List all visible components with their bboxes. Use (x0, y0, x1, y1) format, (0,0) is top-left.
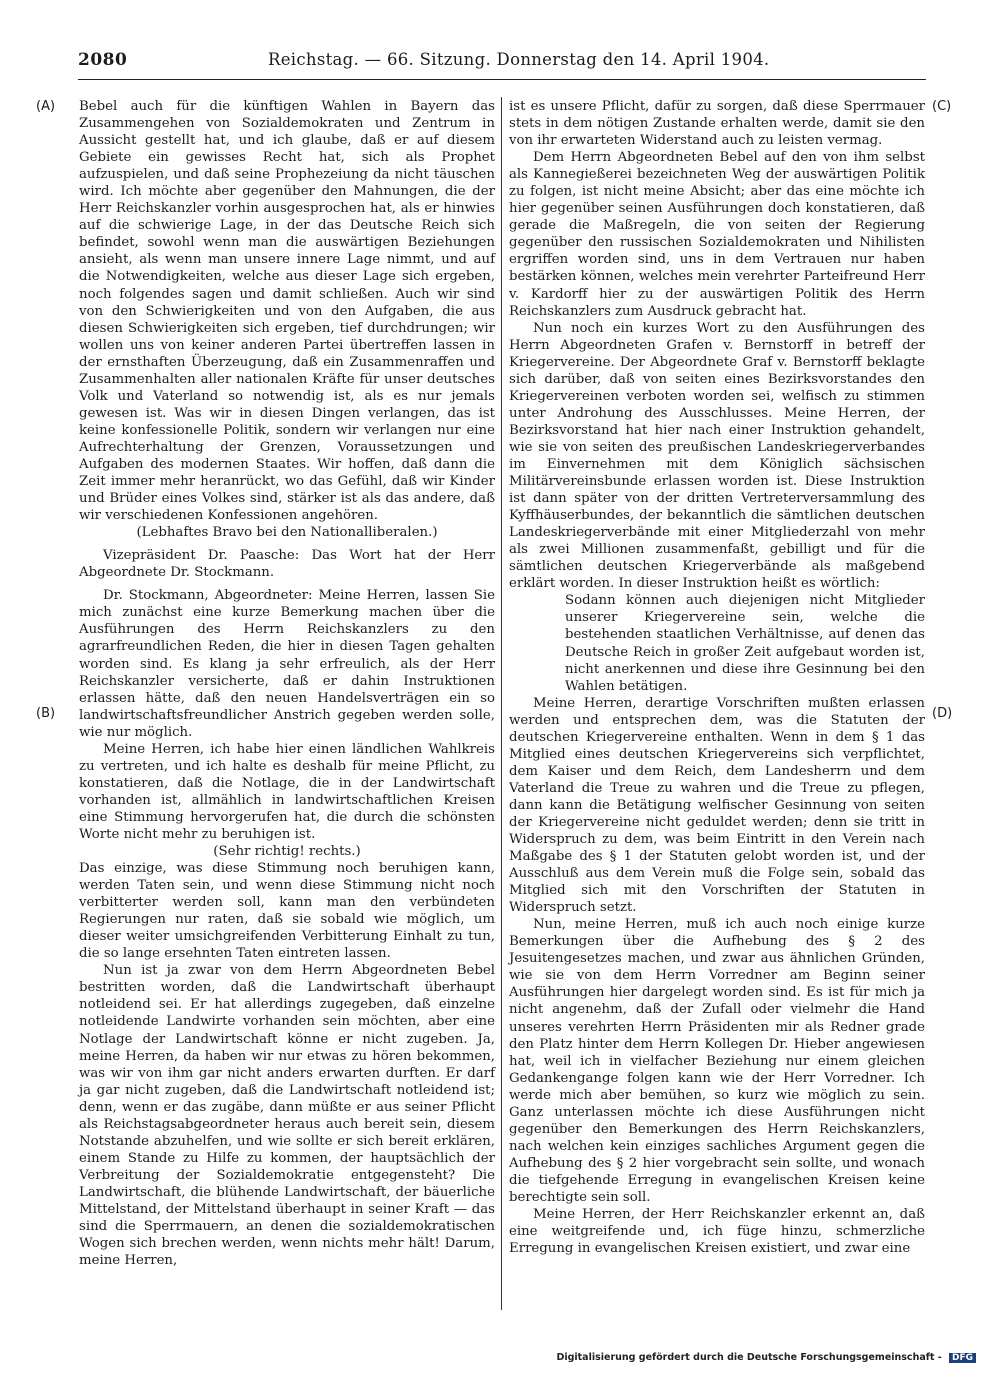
paragraph: Bebel auch für die künftigen Wahlen in Bayern das Zusammengehen von Sozialdemokraten und Zentrum in Aussicht gestellt hat, und ich glaube, daß er auf diesem Gebiete ein gewisses Recht hat, sich als Prophet aufzuspielen, und daß seine Prophezeiung da nicht täuschen wird. Ich möchte aber gegenüber den Mahnungen, die der Herr Reichskanzler vorhin ausgesprochen hat, als er hinwies auf die schwierige Lage, in der das Deutsche Reich sich befindet, sowohl wenn man die auswärtigen Beziehungen ansieht, als wenn man unsere innere Lage nimmt, und auf die Notwendigkeiten, welche aus dieser Lage sich ergeben, noch folgendes sagen und damit schließen. Auch wir sind von den Schwierigkeiten und von den Aufgaben, die aus diesen Schwierigkeiten sich ergeben, tief durchdrungen; wir wollen uns von keiner anderen Partei übertreffen lassen in der ernsthaften Überzeugung, daß ein Zusammenraffen und Zusammenhalten aller nationalen Kräfte für unser deutsches Volk und Vaterland so notwendig ist, als es nur jemals gewesen ist. Was wir in diesen Dingen verlangen, das ist keine konfessionelle Politik, sondern wir verlangen nur eine Aufrechterhaltung der Grenzen, Voraussetzungen und Aufgaben des modernen Staates. Wir hoffen, daß dann die Zeit immer mehr heranrückt, wo das Gefühl, daß wir Kinder und Brüder eines Volkes sind, stärker ist als das andere, daß wir verschiedenen Konfessionen angehören. (79, 99, 495, 524)
speaker-paragraph: Vizepräsident Dr. Paasche: Das Wort hat der Herr Abgeordnete Dr. Stockmann. (79, 548, 495, 581)
margin-mark-b: (B) (36, 706, 56, 721)
speaker-paragraph: Dr. Stockmann, Abgeordneter: Meine Herren, lassen Sie mich zunächst eine kurze Bemerkung machen über die Ausführungen des Herrn Reichskanzlers zu den agrarfreundlichen Reden, die hier in diesen Tagen gehalten worden sind. Es klang ja sehr erfreulich, als der Herr Reichskanzler versicherte, daß er dahin Instruktionen erlassen hätte, daß den neuen Handelsverträgen ein so landwirtschaftsfreundlicher Anstrich gegeben werden solle, wie nur möglich. (79, 588, 495, 740)
paragraph: ist es unsere Pflicht, dafür zu sorgen, daß diese Sperrmauer stets in dem nötigen Zustande erhalten werde, damit sie den von ihr erwarteten Widerstand auch zu leisten vermag. (509, 99, 925, 149)
paragraph: Das einzige, was diese Stimmung noch beruhigen kann, werden Taten sein, und wenn diese Stimmung nicht noch verbitterter werden soll, kann man den verbündeten Regierungen nur raten, daß sie sobald wie möglich, um dieser weiter umsichgreifenden Verbitterung Einhalt zu tun, die so lange ersehnten Taten eintreten lassen. (79, 861, 495, 962)
margin-mark-a: (A) (36, 99, 56, 114)
dfg-logo-icon: DFG (949, 1353, 976, 1363)
column-divider (501, 97, 502, 1310)
paragraph: Meine Herren, derartige Vorschriften mußten erlassen werden und entsprechen dem, was die Statuten der deutschen Kriegervereine enthalten. Wenn in dem § 1 das Mitglied eines deutschen Kriegervereins sich verpflichtet, dem Kaiser und dem Reich, dem Landesherrn und dem Vaterland die Treue zu wahren und die Treue zu pflegen, dann kann die Betätigung welfischer Gesinnung von seiten der Kriegervereine nicht geduldet werden; denn sie tritt in Widerspruch zu dem, was beim Eintritt in den Verein nach Maßgabe des § 1 der Statuten gelobt worden ist, und der Ausschluß aus dem Verein muß die Folge sein, sobald das Mitglied sich mit den Vorschriften der Statuten in Widerspruch setzt. (509, 695, 925, 916)
right-column (509, 98, 925, 1257)
block-quote: Sodann können auch diejenigen nicht Mitglieder unserer Kriegervereine sein, welche die bestehenden staatlichen Verhältnisse, auf denen das Deutsche Reich in großer Zeit aufgebaut worden ist, nicht anerkennen und diese ihre Gesinnung bei den Wahlen betätigen. (565, 593, 925, 694)
paragraph: Nun noch ein kurzes Wort zu den Ausführungen des Herrn Abgeordneten Grafen v. Bernstorff in betreff der Kriegervereine. Der Abgeordnete Graf v. Bernstorff beklagte sich darüber, daß von seiten eines Bezirksvorstandes den Kriegervereinen verboten worden sei, welfisch zu stimmen unter Androhung des Ausschlusses. Meine Herren, der Bezirksvorstand hat hier nach einer Instruktion gehandelt, wie sie von seiten des preußischen Landeskriegerverbandes im Einvernehmen mit dem Königlich sächsischen Militärvereinsbunde erlassen worden ist. Diese Instruktion ist dann später von der dritten Vertreterversammlung des Kyffhäuserbundes, der bekanntlich die sämtlichen deutschen Landeskriegerverbände mit einer Mitgliederzahl von mehr als zwei Millionen zusammenfaßt, gebilligt und für die sämtlichen deutschen Kriegerverbände als maßgebend erklärt worden. In dieser Instruktion heißt es wörtlich: (509, 320, 925, 592)
paragraph: Nun, meine Herren, muß ich auch noch einige kurze Bemerkungen über die Aufhebung des § 2 des Jesuitengesetzes machen, und zwar aus ähnlichen Gründen, wie sie von dem Herrn Vorredner am Beginn seiner Ausführungen hier dargelegt worden sind. Es ist für mich ja nicht angenehm, daß der Zufall oder vielmehr die Hand unseres verehrten Herrn Präsidenten mir als Redner grade den Platz hinter dem Herrn Kollegen Dr. Hieber angewiesen hat, weil ich in vielfacher Beziehung nur einem gleichen Gedankengange folgen kann wie der Herr Vorredner. Ich werde mich aber bemühen, so kurz wie möglich zu sein. Ganz unterlassen möchte ich diese Ausführungen nicht gegenüber den Bemerkungen des Herrn Reichskanzlers, nach welchen kein einziges sachliches Argument gegen die Aufhebung des § 2 hier vorgebracht sein sollte, und wonach die tiefgehende Erregung in evangelischen Kreisen keine berechtigte sein soll. (509, 917, 925, 1205)
footer-credit (556, 1352, 976, 1363)
page-header (78, 50, 928, 74)
interjection: (Sehr richtig! rechts.) (213, 844, 361, 860)
margin-mark-c: (C) (932, 99, 952, 114)
left-column (79, 98, 495, 1269)
paragraph: Meine Herren, ich habe hier einen ländlichen Wahlkreis zu vertreten, und ich halte es deshalb für meine Pflicht, zu konstatieren, daß die Notlage, die in der Landwirtschaft vorhanden ist, allmählich in landwirtschaftlichen Kreisen eine Stimmung hervorgerufen hat, die durch die schönsten Worte nicht mehr zu beruhigen ist. (79, 741, 495, 842)
header-rule (78, 79, 926, 80)
paragraph: Meine Herren, der Herr Reichskanzler erkennt an, daß eine weitgreifende und, ich füge hinzu, schmerzliche Erregung in evangelischen Kreisen existiert, und zwar eine (509, 1207, 925, 1257)
footer-text: Digitalisierung gefördert durch die Deutsche Forschungsgemeinschaft - (556, 1352, 942, 1363)
page-number: 2080 (78, 50, 128, 70)
paragraph: Nun ist ja zwar von dem Herrn Abgeordneten Bebel bestritten worden, daß die Landwirtschaft überhaupt notleidend sei. Er hat allerdings zugegeben, daß einzelne notleidende Landwirte vorhanden sein möchten, aber eine Notlage der Landwirtschaft könne er nicht zugeben. Ja, meine Herren, da haben wir nur etwas zu hören bekommen, was wir von ihm gar nicht anders erwarten durften. Er darf ja gar nicht zugeben, daß die Landwirtschaft notleidend ist; denn, wenn er das zugäbe, dann müßte er aus seiner Pflicht als Reichstagsabgeordneter heraus auch bereit sein, diesem Notstande abzuhelfen, und wie sollte er sich bereit erklären, einem Stande zu Hilfe zu kommen, der hauptsächlich der Verbreitung der Sozialdemokratie entgegensteht? Die Landwirtschaft, die blühende Landwirtschaft, der bäuerliche Mittelstand, der Mittelstand überhaupt in seiner Kraft — das sind die Sperrmauern, an denen die sozialdemokratischen Wogen sich brechen werden, wenn nichts mehr hält! Darum, meine Herren, (79, 963, 495, 1269)
paragraph: Dem Herrn Abgeordneten Bebel auf den von ihm selbst als Kannegießerei bezeichneten Weg der auswärtigen Politik zu folgen, ist nicht meine Absicht; aber das eine möchte ich hier gegenüber seinen Ausführungen doch konstatieren, daß gerade die Maßregeln, die von seiten der Regierung gegenüber den russischen Sozialdemokraten und Nihilisten ergriffen worden sind, uns in dem Vertrauen nur haben bestärken können, welches mein verehrter Parteifreund Herr v. Kardorff hier zu der auswärtigen Politik des Herrn Reichskanzlers zum Ausdruck gebracht hat. (509, 150, 925, 319)
interjection: (Lebhaftes Bravo bei den Nationalliberalen.) (136, 525, 438, 541)
running-title: Reichstag. — 66. Sitzung. Donnerstag den 14. April 1904. (268, 50, 770, 69)
margin-mark-d: (D) (932, 706, 953, 721)
